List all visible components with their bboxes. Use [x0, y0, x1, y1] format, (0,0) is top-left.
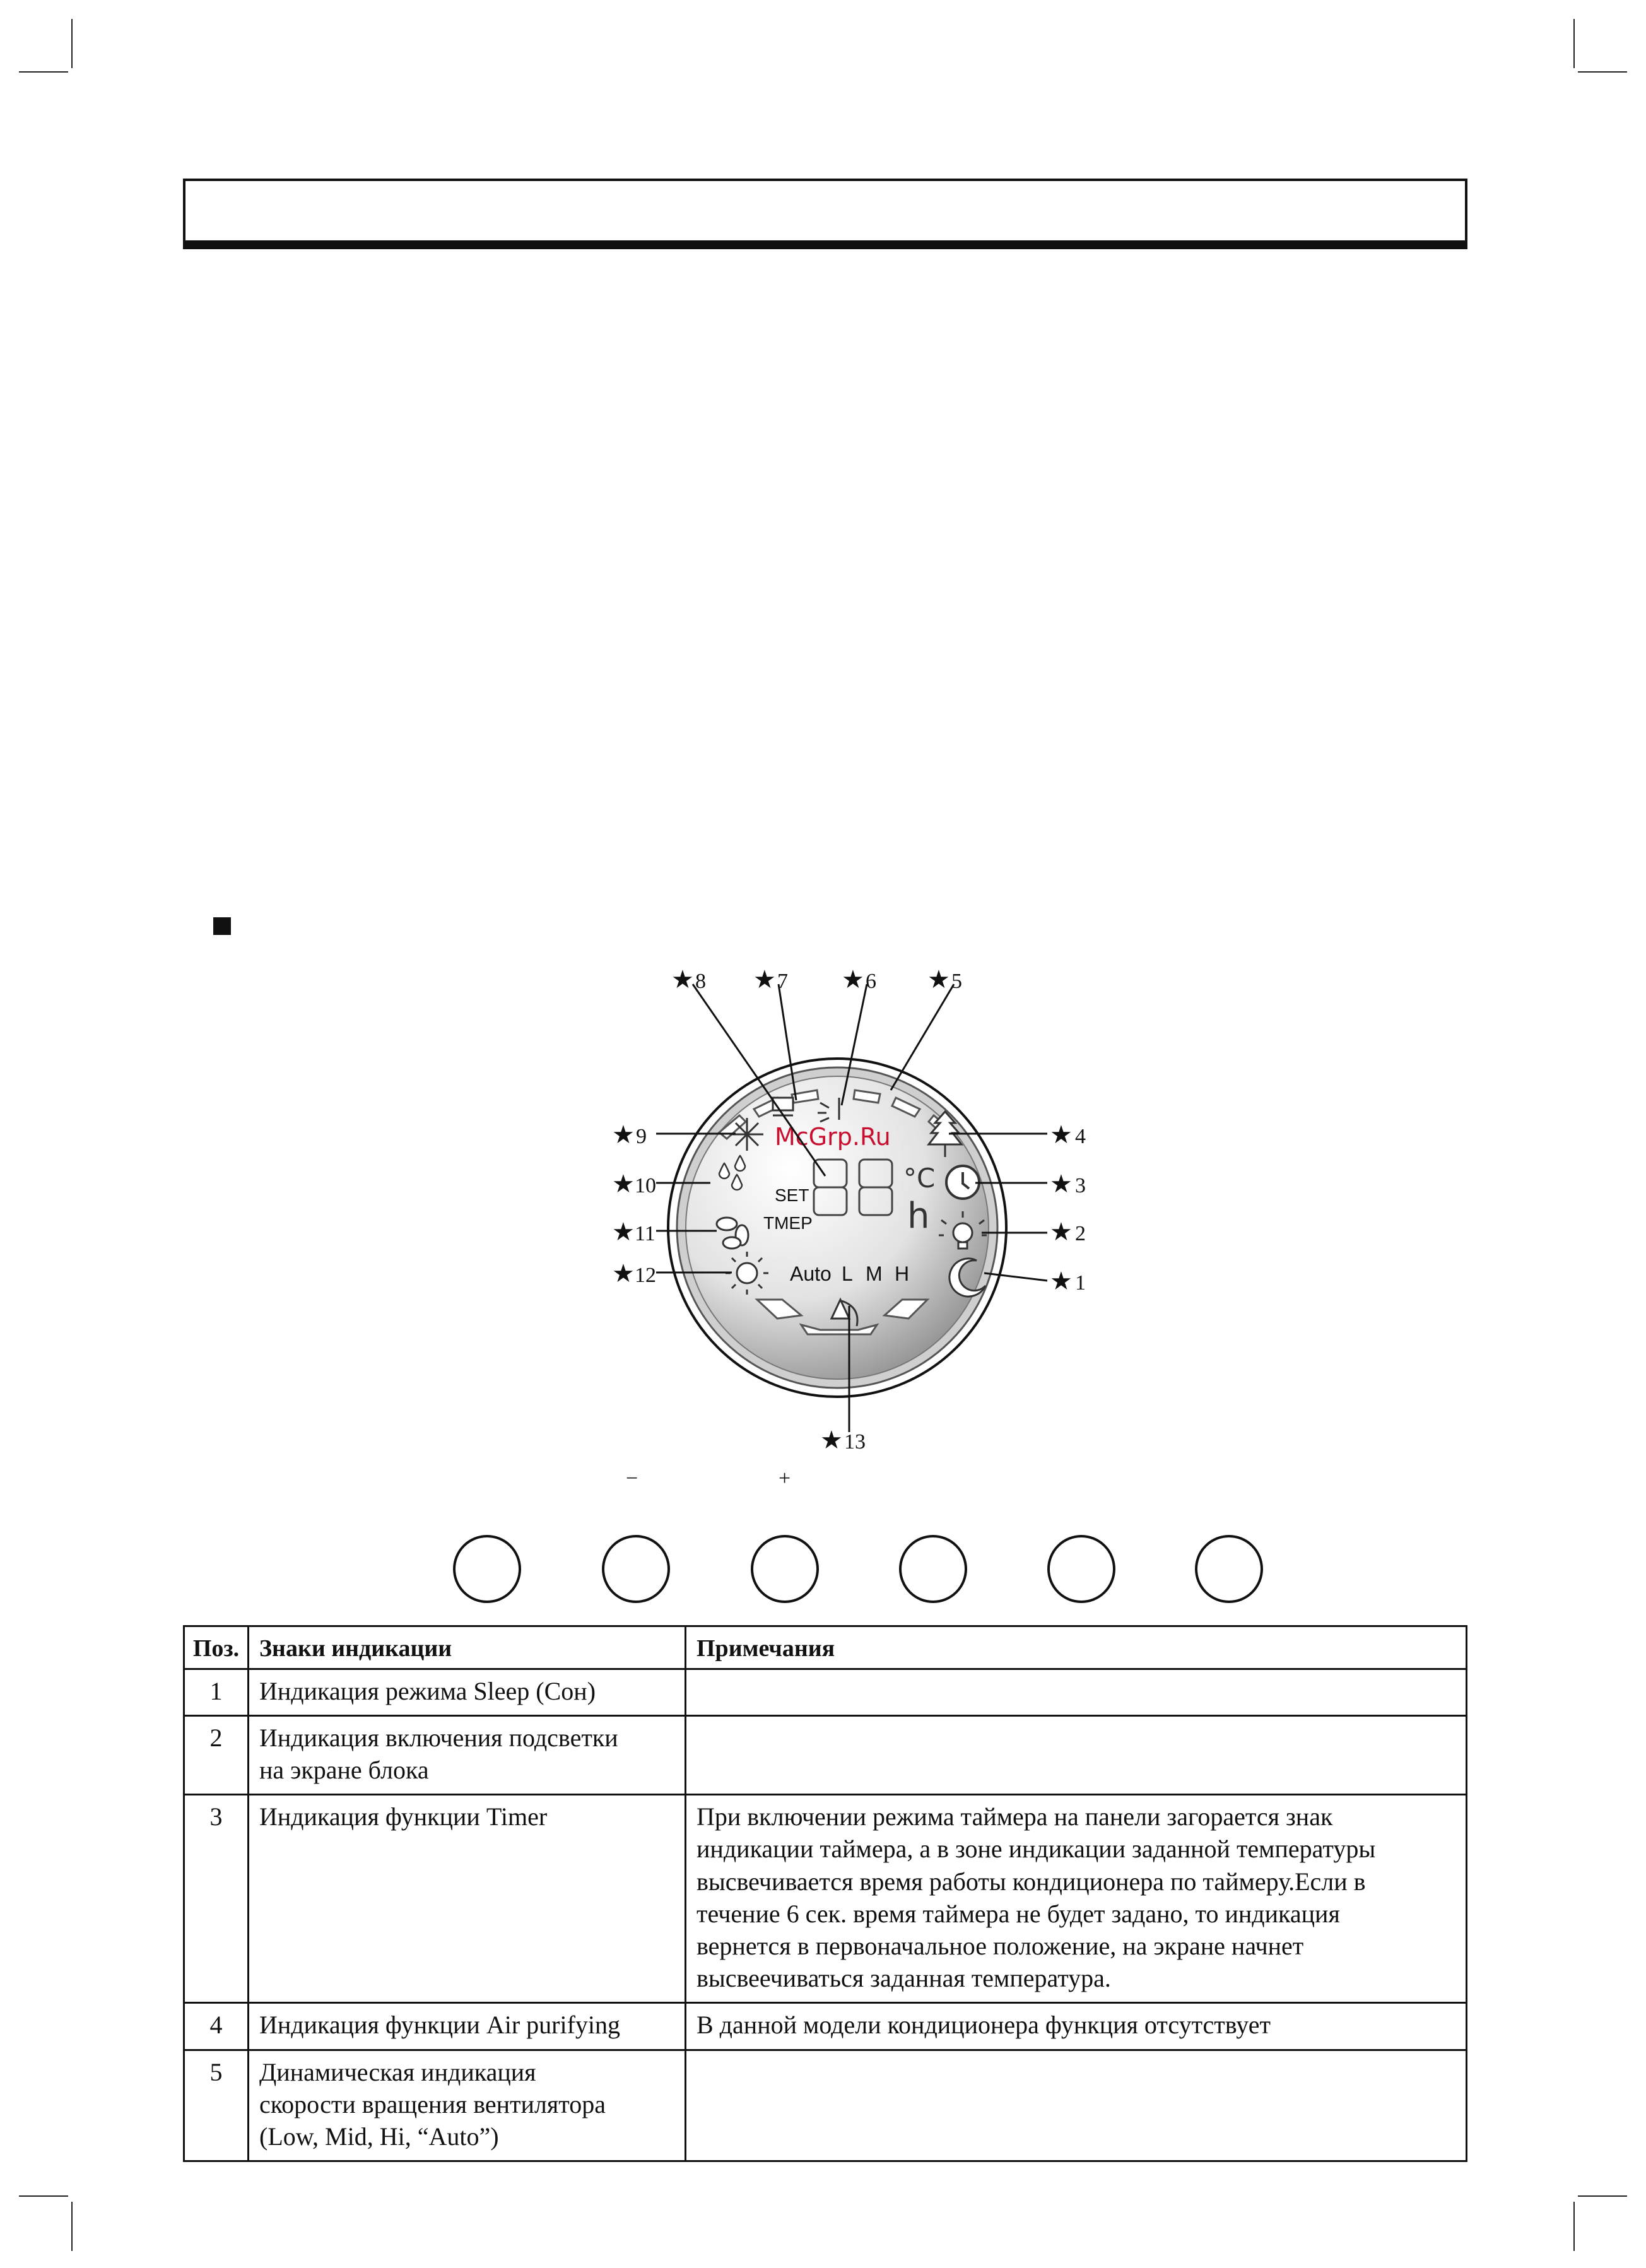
header-notes: Примечания	[686, 1626, 1467, 1669]
svg-text:★: ★	[612, 1259, 635, 1288]
table-row	[184, 1715, 1467, 1794]
svg-text:1: 1	[1075, 1271, 1086, 1295]
svg-text:10: 10	[635, 1174, 656, 1197]
section-bullet	[213, 917, 231, 935]
svg-text:★: ★	[612, 1170, 635, 1199]
row-sign: Индикация включения подсветки на экране блока	[249, 1715, 686, 1794]
control-button-1[interactable]	[453, 1535, 521, 1603]
svg-text:★: ★	[842, 965, 864, 994]
row-sign: Индикация функции Air purifying	[249, 2003, 686, 2050]
hours-label: h	[907, 1196, 930, 1237]
plus-label: +	[779, 1467, 791, 1490]
control-button-3[interactable]	[751, 1535, 819, 1603]
row-note	[686, 1715, 1467, 1794]
crop-mark	[71, 19, 73, 68]
callout-8	[671, 965, 706, 994]
svg-text:6: 6	[866, 970, 876, 993]
fan-mid-label: M	[866, 1262, 883, 1285]
svg-text:★: ★	[612, 1218, 635, 1247]
svg-text:2: 2	[1075, 1222, 1086, 1245]
crop-mark	[19, 71, 68, 73]
crop-mark	[1578, 71, 1627, 73]
indication-table	[183, 1625, 1467, 2162]
table-row	[184, 2050, 1467, 2161]
table-header-row	[184, 1626, 1467, 1669]
callout-11	[612, 1218, 655, 1247]
crop-mark	[71, 2202, 73, 2251]
row-note: В данной модели кондиционера функция отсутствует	[686, 2003, 1467, 2050]
minus-label: −	[626, 1467, 638, 1490]
celsius-label: °C	[903, 1163, 936, 1194]
svg-text:12: 12	[635, 1264, 656, 1287]
svg-text:9: 9	[636, 1125, 647, 1148]
control-button-6[interactable]	[1195, 1535, 1263, 1603]
svg-text:★: ★	[927, 965, 950, 994]
table-row	[184, 1795, 1467, 2003]
row-num: 5	[184, 2050, 249, 2161]
header-signs: Знаки индикации	[249, 1626, 686, 1669]
svg-text:★: ★	[1050, 1218, 1073, 1247]
timer-clock-icon	[946, 1166, 979, 1199]
svg-text:7: 7	[777, 970, 788, 993]
svg-text:★: ★	[753, 965, 776, 994]
svg-text:★: ★	[820, 1426, 843, 1455]
row-num: 3	[184, 1795, 249, 2003]
svg-text:11: 11	[635, 1222, 655, 1245]
temp-label: TMEP	[763, 1213, 813, 1233]
crop-mark	[1573, 2202, 1575, 2251]
callout-1	[1050, 1267, 1086, 1296]
set-label: SET	[775, 1185, 809, 1205]
callout-13	[820, 1426, 866, 1455]
callout-5	[927, 965, 962, 994]
callout-7	[753, 965, 788, 994]
crop-mark	[19, 2195, 68, 2197]
row-sign: Индикация режима Sleep (Сон)	[249, 1669, 686, 1715]
row-num: 4	[184, 2003, 249, 2050]
row-note	[686, 2050, 1467, 2161]
table-row	[184, 1669, 1467, 1715]
callout-2	[1050, 1218, 1086, 1247]
svg-text:3: 3	[1075, 1174, 1086, 1197]
callout-9	[612, 1120, 647, 1149]
row-num: 1	[184, 1669, 249, 1715]
crop-mark	[1573, 19, 1575, 68]
callout-3	[1050, 1170, 1086, 1199]
row-note	[686, 1669, 1467, 1715]
svg-text:8: 8	[695, 970, 706, 993]
svg-text:★: ★	[1050, 1120, 1073, 1149]
crop-mark	[1578, 2195, 1627, 2197]
table-row	[184, 2003, 1467, 2050]
control-button-4[interactable]	[899, 1535, 967, 1603]
callout-10	[612, 1170, 656, 1199]
indoor-display-diagram	[568, 946, 1110, 1464]
callout-4	[1050, 1120, 1086, 1149]
svg-text:4: 4	[1075, 1125, 1086, 1148]
control-button-5[interactable]	[1047, 1535, 1115, 1603]
callout-6	[842, 965, 876, 994]
svg-text:★: ★	[671, 965, 694, 994]
row-sign: Динамическая индикация скорости вращения вентилятора (Low, Mid, Hi, “Auto”)	[249, 2050, 686, 2161]
control-button-2[interactable]	[602, 1535, 670, 1603]
svg-text:5: 5	[951, 970, 962, 993]
svg-text:13: 13	[844, 1430, 866, 1454]
header-pos: Поз.	[184, 1626, 249, 1669]
fan-auto-label: Auto	[790, 1262, 832, 1285]
watermark: McGrp.Ru	[775, 1123, 891, 1151]
svg-text:★: ★	[1050, 1267, 1073, 1296]
section-title-box	[183, 179, 1467, 249]
fan-low-label: L	[842, 1262, 853, 1285]
svg-text:★: ★	[612, 1120, 635, 1149]
row-num: 2	[184, 1715, 249, 1794]
row-sign: Индикация функции Timer	[249, 1795, 686, 2003]
callout-12	[612, 1259, 656, 1288]
fan-high-label: H	[895, 1262, 910, 1285]
svg-text:★: ★	[1050, 1170, 1073, 1199]
row-note: При включении режима таймера на панели загорается знак индикации таймера, а в зоне индикации заданной температуры высвечивается время работы кондиционера по таймеру.Если в течение 6 сек. время таймера не будет задано, то индикация вернется в первоначальное положение, на экране начнет высвеечиваться заданная температура.	[686, 1795, 1467, 2003]
